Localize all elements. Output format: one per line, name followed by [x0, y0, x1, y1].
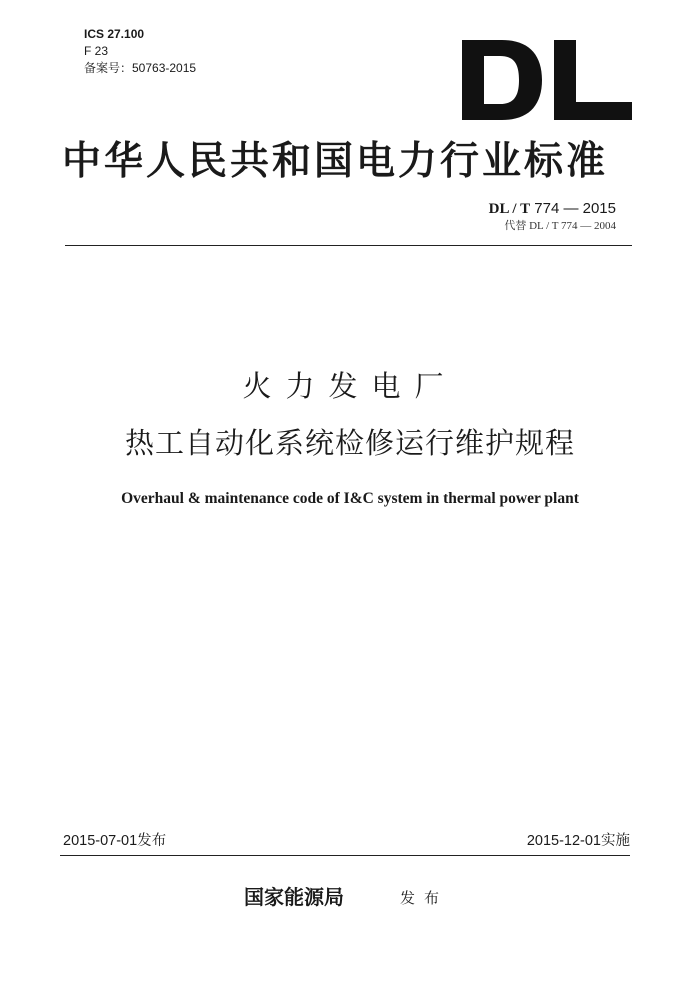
publish-label: 发布	[400, 889, 449, 907]
top-divider	[65, 245, 632, 246]
standard-code: 774 — 2015	[530, 200, 616, 217]
publisher-name: 国家能源局	[244, 885, 344, 909]
record-number: 备案号：50763-2015	[84, 61, 197, 75]
ics-code: ICS 27.100	[84, 27, 145, 41]
logo-letter-l	[554, 40, 632, 120]
dl-logo-letters	[462, 40, 632, 120]
title-line-2: 热工自动化系统检修运行维护规程	[124, 426, 575, 460]
title-line-1: 火力发电厂	[242, 369, 458, 403]
bottom-divider	[60, 855, 630, 856]
implementation-date: 2015-12-01实施	[526, 833, 630, 849]
industry-standard-title: 中华人民共和国电力行业标准	[62, 138, 609, 184]
standard-prefix: DL / T	[488, 201, 531, 217]
dl-logo	[462, 40, 632, 120]
classification-codes	[84, 26, 196, 77]
english-title: Overhaul & maintenance code of I&C system in thermal power plant	[121, 490, 579, 507]
logo-letter-d	[462, 40, 542, 120]
classification-code: F 23	[84, 44, 109, 58]
issue-date: 2015-07-01发布	[63, 833, 167, 849]
replaces-standard: 代替 DL / T 774 — 2004	[504, 220, 616, 232]
standard-number	[489, 200, 616, 218]
